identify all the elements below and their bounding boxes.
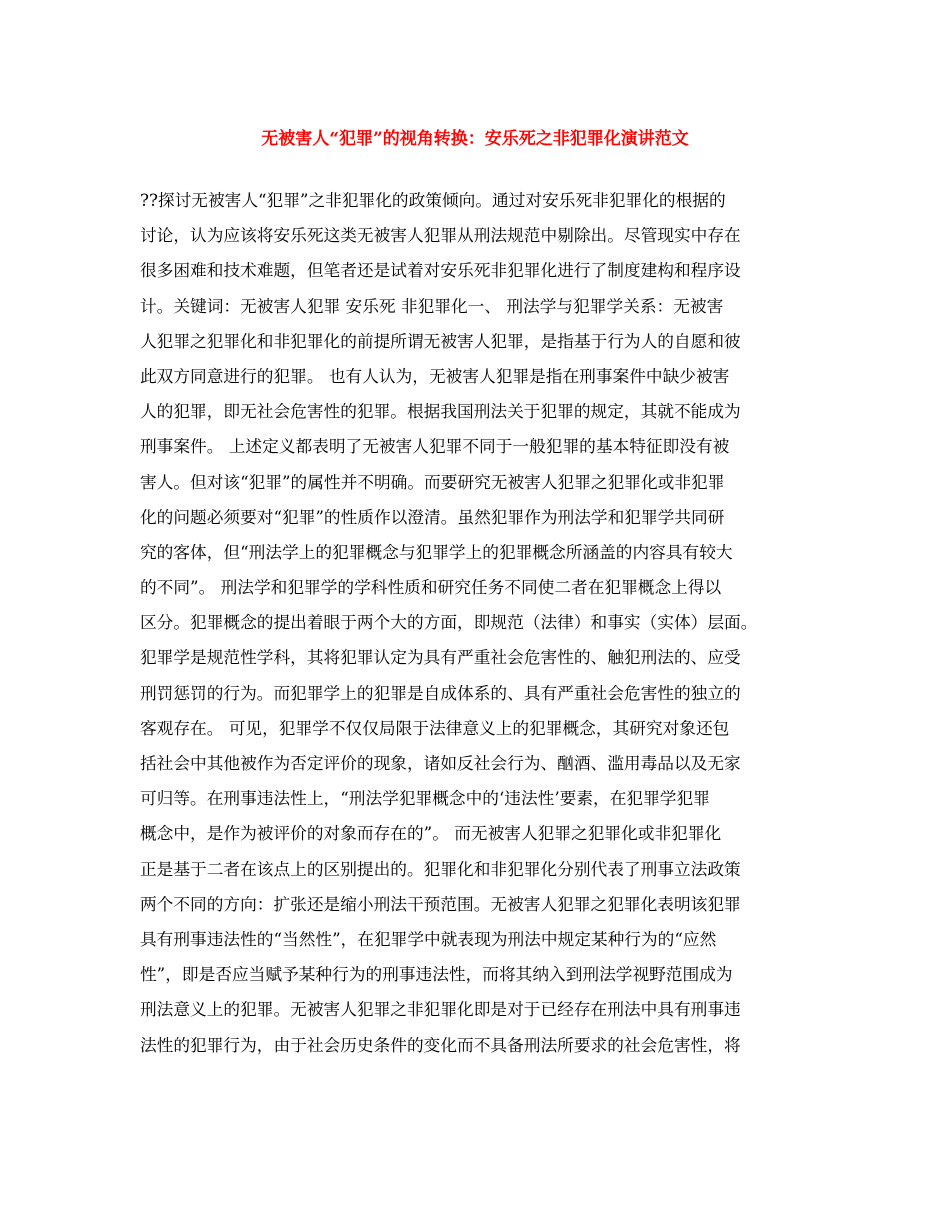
body-line: 性”，即是否应当赋予某种行为的刑事违法性，而将其纳入到刑法学视野范围成为 bbox=[140, 964, 733, 985]
body-line: 可归等。在刑事违法性上，“刑法学犯罪概念中的‘违法性’要素，在犯罪学犯罪 bbox=[140, 788, 710, 809]
body-line: 很多困难和技术难题，但笔者还是试着对安乐死非犯罪化进行了制度建构和程序设 bbox=[140, 260, 741, 281]
body-line: 具有刑事违法性的“当然性”，在犯罪学中就表现为刑法中规定某种行为的“应然 bbox=[140, 928, 717, 949]
body-line: 两个不同的方向：扩张还是缩小刑法干预范围。无被害人犯罪之犯罪化表明该犯罪 bbox=[140, 893, 741, 914]
body-line: 刑事案件。 上述定义都表明了无被害人犯罪不同于一般犯罪的基本特征即没有被 bbox=[140, 436, 730, 457]
body-line: ??探讨无被害人“犯罪”之非犯罪化的政策倾向。通过对安乐死非犯罪化的根据的 bbox=[140, 190, 726, 210]
body-line: 人犯罪之犯罪化和非犯罪化的前提所谓无被害人犯罪，是指基于行为人的自愿和彼 bbox=[140, 330, 741, 351]
body-line: 化的问题必须要对“犯罪”的性质作以澄清。虽然犯罪作为刑法学和犯罪学共同研 bbox=[140, 506, 725, 527]
body-line: 区分。犯罪概念的提出着眼于两个大的方面，即规范（法律）和事实（实体）层面。 bbox=[140, 612, 758, 633]
body-line: 法性的犯罪行为，由于社会历史条件的变化而不具备刑法所要求的社会危害性，将 bbox=[140, 1034, 741, 1055]
body-line: 讨论，认为应该将安乐死这类无被害人犯罪从刑法规范中剔除出。尽管现实中存在 bbox=[140, 225, 741, 246]
body-line: 此双方同意进行的犯罪。 也有人认为，无被害人犯罪是指在刑事案件中缺少被害 bbox=[140, 365, 730, 386]
body-line: 刑罚惩罚的行为。而犯罪学上的犯罪是自成体系的、具有严重社会危害性的独立的 bbox=[140, 682, 741, 703]
body-line: 人的犯罪，即无社会危害性的犯罪。根据我国刑法关于犯罪的规定，其就不能成为 bbox=[140, 401, 741, 422]
document-title: 无被害人“犯罪”的视角转换：安乐死之非犯罪化演讲范文 bbox=[261, 129, 689, 149]
document-body bbox=[140, 183, 820, 1063]
body-line: 害人。但对该“犯罪”的属性并不明确。而要研究无被害人犯罪之犯罪化或非犯罪 bbox=[140, 471, 725, 492]
body-line: 的不同”。 刑法学和犯罪学的学科性质和研究任务不同使二者在犯罪概念上得以 bbox=[140, 577, 722, 598]
body-line: 客观存在。 可见，犯罪学不仅仅局限于法律意义上的犯罪概念，其研究对象还包 bbox=[140, 717, 730, 738]
body-line: 括社会中其他被作为否定评价的现象，诸如反社会行为、酗酒、滥用毒品以及无家 bbox=[140, 753, 741, 773]
body-line: 概念中，是作为被评价的对象而存在的”。 而无被害人犯罪之犯罪化或非犯罪化 bbox=[140, 823, 722, 844]
body-line: 计。关键词：无被害人犯罪 安乐死 非犯罪化一、 刑法学与犯罪学关系：无被害 bbox=[140, 295, 724, 316]
body-line: 犯罪学是规范性学科，其将犯罪认定为具有严重社会危害性的、触犯刑法的、应受 bbox=[140, 647, 741, 668]
body-line: 究的客体，但“刑法学上的犯罪概念与犯罪学上的犯罪概念所涵盖的内容具有较大 bbox=[140, 541, 733, 562]
body-line: 正是基于二者在该点上的区别提出的。犯罪化和非犯罪化分别代表了刑事立法政策 bbox=[140, 858, 741, 879]
body-line: 刑法意义上的犯罪。无被害人犯罪之非犯罪化即是对于已经存在刑法中具有刑事违 bbox=[140, 999, 741, 1020]
